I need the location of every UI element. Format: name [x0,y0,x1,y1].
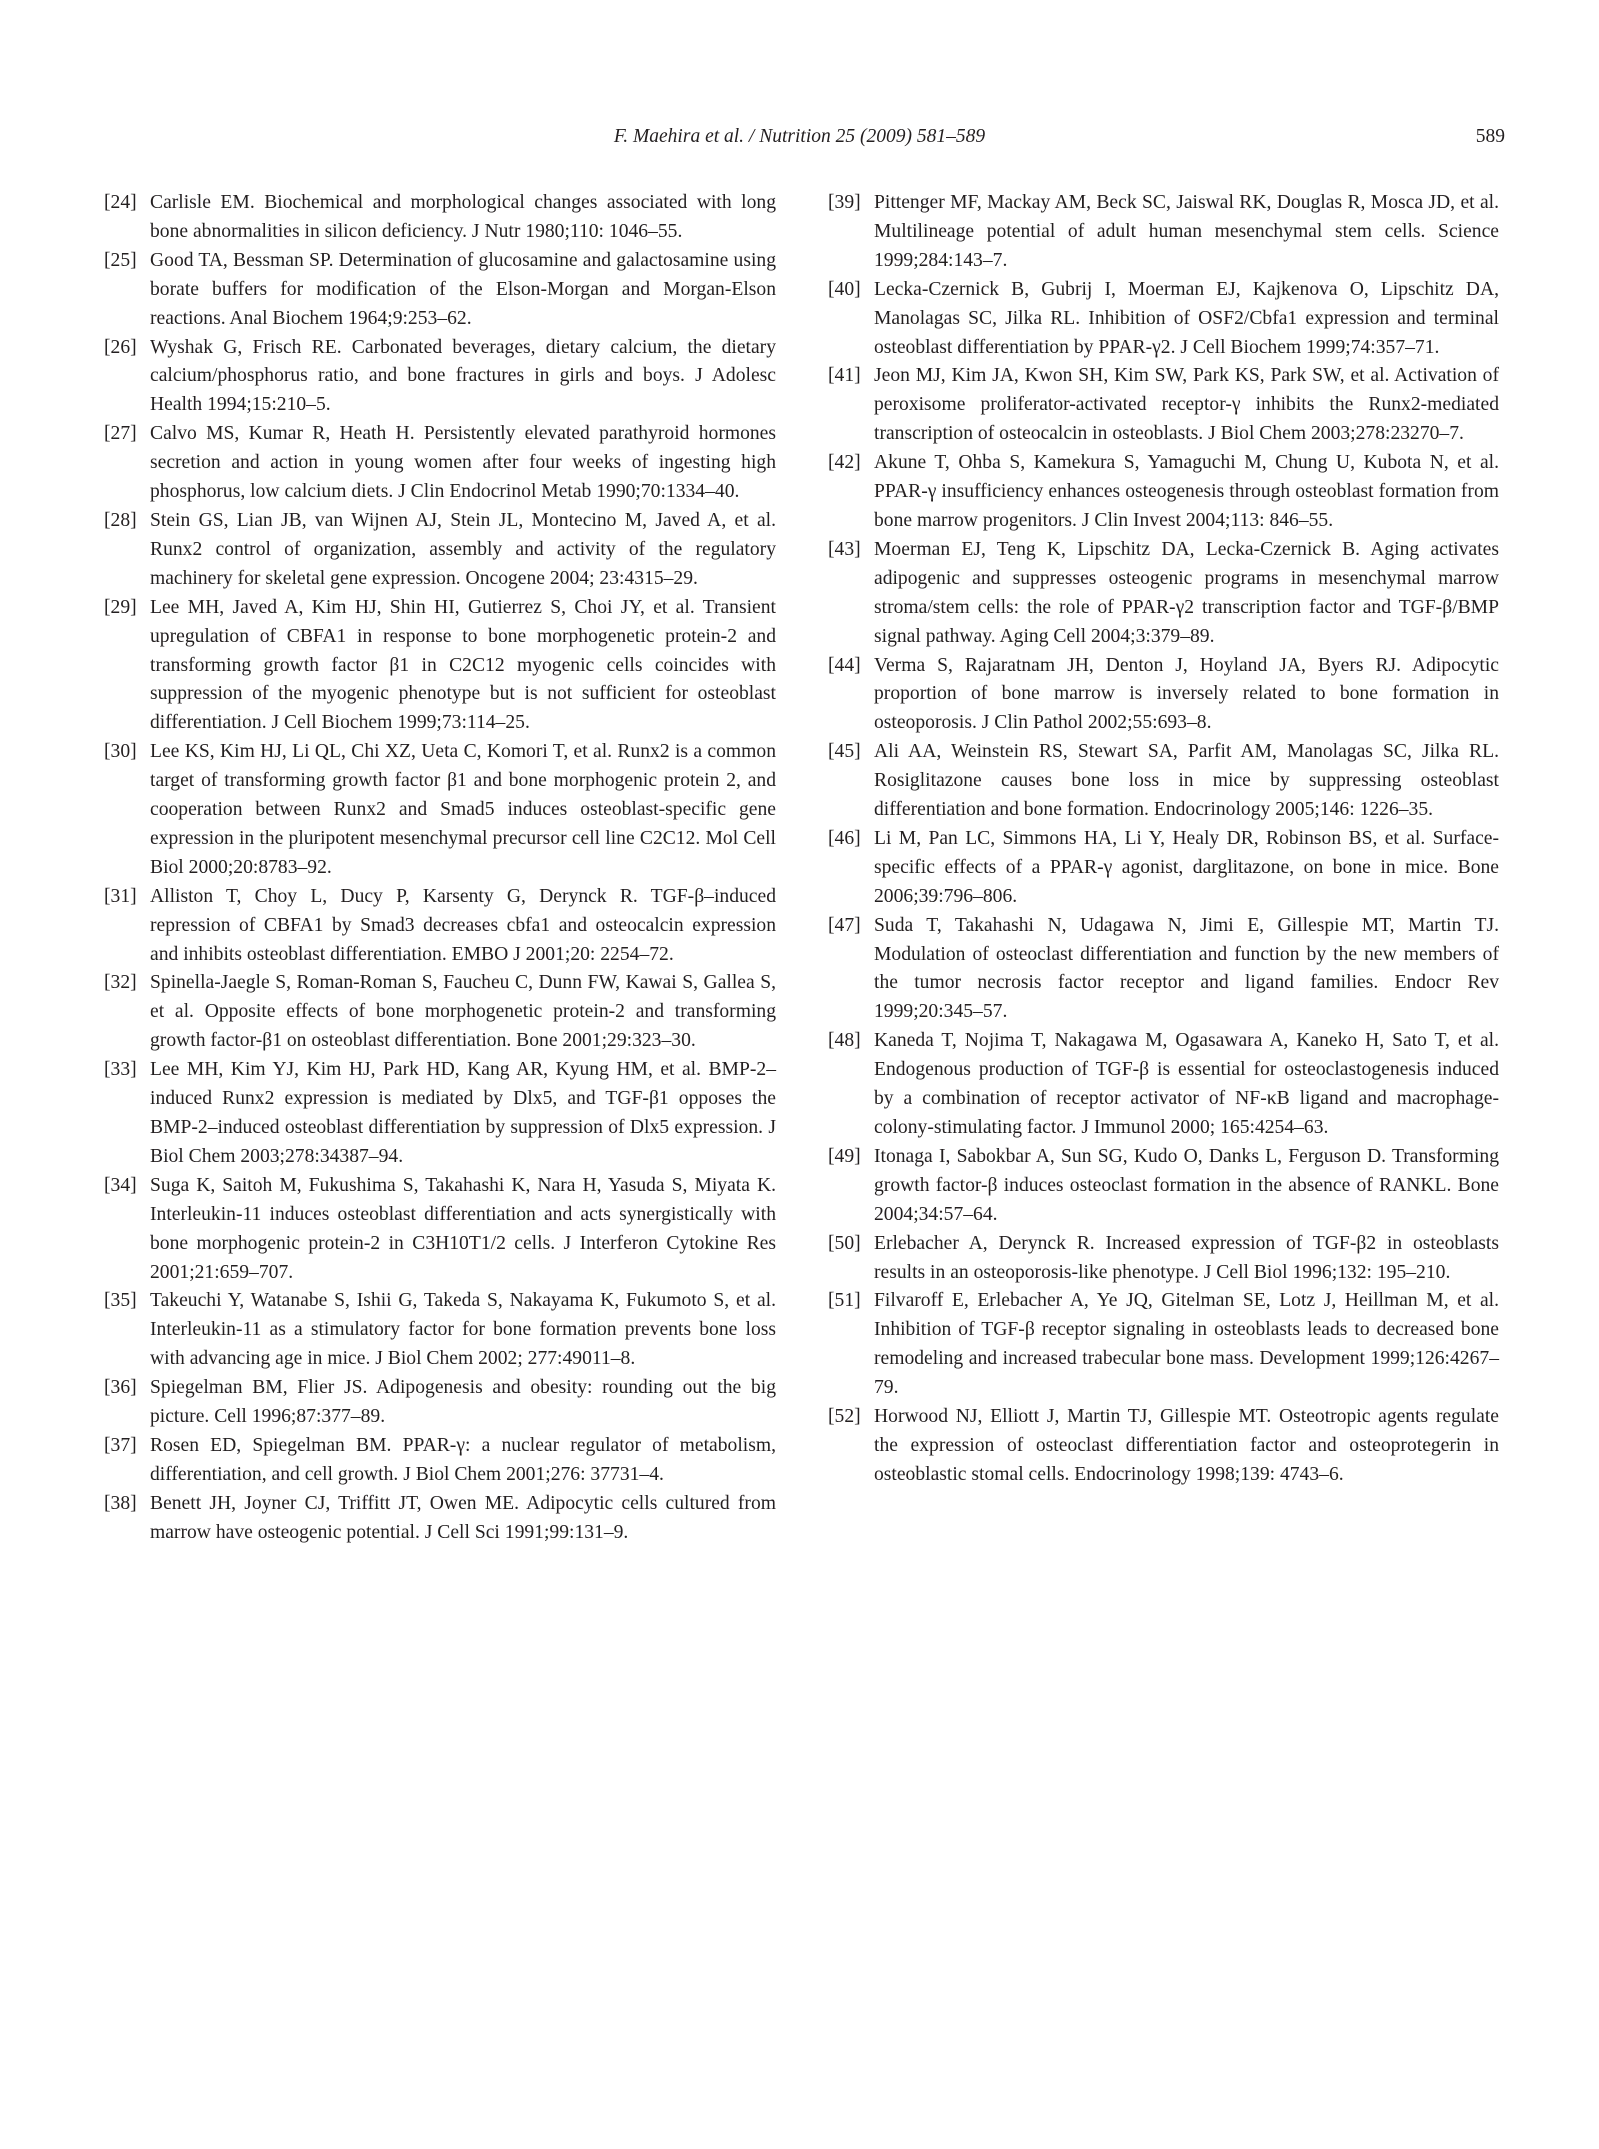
reference-text: Ali AA, Weinstein RS, Stewart SA, Parfit AM, Manolagas SC, Jilka RL. Rosiglitazone causes bone loss in mice by suppressing osteoblast differentiation and bone formation. Endocrinology 2005;146: 1226–35. [874,741,1499,821]
reference-number: [27] [104,423,137,445]
reference-text: Suda T, Takahashi N, Udagawa N, Jimi E, Gillespie MT, Martin TJ. Modulation of osteoclast differentiation and function by the new members of the tumor necrosis factor receptor and ligand families. Endocr Rev 1999;20:345–57. [874,914,1499,1023]
reference-item [104,1172,776,1288]
reference-item [828,449,1499,536]
reference-item [104,1287,776,1374]
reference-text: Moerman EJ, Teng K, Lipschitz DA, Lecka-Czernick B. Aging activates adipogenic and suppresses osteogenic programs in mesenchymal marrow stroma/stem cells: the role of PPAR-γ2 transcription factor and TGF-β/BMP signal pathway. Aging Cell 2004;3:379–89. [874,538,1499,647]
reference-number: [51] [828,1290,861,1312]
reference-number: [38] [104,1492,137,1514]
reference-text: Calvo MS, Kumar R, Heath H. Persistently elevated parathyroid hormones secretion and action in young women after four weeks of ingesting high phosphorus, low calcium diets. J Clin Endocrinol Metab 1990;70:1334–40. [150,423,776,503]
reference-number: [36] [104,1377,137,1399]
reference-number: [41] [828,365,861,387]
reference-number: [30] [104,741,137,763]
reference-item [828,825,1499,912]
reference-number: [31] [104,885,137,907]
reference-item [828,536,1499,652]
reference-text: Suga K, Saitoh M, Fukushima S, Takahashi K, Nara H, Yasuda S, Miyata K. Interleukin-11 induces osteoblast differentiation and acts synergistically with bone morphogenic protein-2 in C3H10T1/2 cells. J Interferon Cytokine Res 2001;21:659–707. [150,1174,776,1283]
reference-item [104,738,776,883]
reference-number: [46] [828,827,861,849]
reference-item [104,189,776,247]
reference-text: Carlisle EM. Biochemical and morphological changes associated with long bone abnormalities in silicon deficiency. J Nutr 1980;110: 1046–55. [150,192,776,242]
reference-number: [39] [828,192,861,213]
reference-number: [34] [104,1174,137,1196]
reference-item [104,1056,776,1172]
reference-text: Benett JH, Joyner CJ, Triffitt JT, Owen ME. Adipocytic cells cultured from marrow have osteogenic potential. J Cell Sci 1991;99:131–9. [150,1492,776,1543]
reference-item [104,1432,776,1490]
reference-number: [28] [104,509,137,531]
reference-item [104,1374,776,1432]
reference-item [104,420,776,507]
reference-item [104,507,776,594]
reference-text: Erlebacher A, Derynck R. Increased expression of TGF-β2 in osteoblasts results in an osteoporosis-like phenotype. J Cell Biol 1996;132: 195–210. [874,1232,1499,1283]
reference-text: Wyshak G, Frisch RE. Carbonated beverages, dietary calcium, the dietary calcium/phosphorus ratio, and bone fractures in girls and boys. J Adolesc Health 1994;15:210–5. [150,336,776,416]
reference-number: [40] [828,278,861,300]
reference-number: [43] [828,538,861,560]
reference-text: Spinella-Jaegle S, Roman-Roman S, Faucheu C, Dunn FW, Kawai S, Gallea S, et al. Opposite effects of bone morphogenetic protein-2 and transforming growth factor-β1 on osteoblast differentiation. Bone 2001;29:323–30. [150,972,776,1052]
reference-text: Kaneda T, Nojima T, Nakagawa M, Ogasawara A, Kaneko H, Sato T, et al. Endogenous production of TGF-β is essential for osteoclastogenesis induced by a combination of receptor activator of NF-κB ligand and macrophage-colony-stimulating factor. J Immunol 2000; 165:4254–63. [874,1030,1499,1138]
reference-item [828,1143,1499,1230]
reference-text: Lee MH, Javed A, Kim HJ, Shin HI, Gutierrez S, Choi JY, et al. Transient upregulation of CBFA1 in response to bone morphogenetic protein-2 and transforming growth factor β1 in C2C12 myogenic cells coincides with suppression of the myogenic phenotype but is not sufficient for osteoblast differentiation. J Cell Biochem 1999;73:114–25. [150,596,776,734]
references-right-column [828,189,1499,1490]
reference-item [104,1490,776,1548]
reference-text: Itonaga I, Sabokbar A, Sun SG, Kudo O, Danks L, Ferguson D. Transforming growth factor-β induces osteoclast formation in the absence of RANKL. Bone 2004;34:57–64. [874,1145,1499,1225]
reference-text: Spiegelman BM, Flier JS. Adipogenesis and obesity: rounding out the big picture. Cell 1996;87:377–89. [150,1377,776,1428]
reference-number: [26] [104,336,137,358]
reference-number: [50] [828,1232,861,1254]
reference-number: [35] [104,1290,137,1312]
reference-text: Lecka-Czernick B, Gubrij I, Moerman EJ, Kajkenova O, Lipschitz DA, Manolagas SC, Jilka RL. Inhibition of OSF2/Cbfa1 expression and terminal osteoblast differentiation by PPAR-γ2. J Cell Biochem 1999;74:357–71. [874,278,1499,358]
reference-number: [24] [104,192,137,213]
reference-text: Horwood NJ, Elliott J, Martin TJ, Gillespie MT. Osteotropic agents regulate the expression of osteoclast differentiation factor and osteoprotegerin in osteoblastic stomal cells. Endocrinology 1998;139: 4743–6. [874,1406,1499,1485]
reference-item [104,969,776,1056]
reference-number: [37] [104,1434,137,1456]
reference-number: [33] [104,1059,137,1081]
reference-item [828,362,1499,449]
reference-item [828,738,1499,825]
reference-number: [29] [104,596,137,618]
reference-number: [52] [828,1406,861,1428]
reference-text: Alliston T, Choy L, Ducy P, Karsenty G, Derynck R. TGF-β–induced repression of CBFA1 by Smad3 decreases cbfa1 and osteocalcin expression and inhibits osteoblast differentiation. EMBO J 2001;20: 2254–72. [150,885,776,965]
reference-text: Stein GS, Lian JB, van Wijnen AJ, Stein JL, Montecino M, Javed A, et al. Runx2 control of organization, assembly and activity of the regulatory machinery for skeletal gene expression. Oncogene 2004; 23:4315–29. [150,509,776,589]
page-number: 589 [1475,126,1505,147]
reference-item [828,912,1499,1028]
reference-number: [42] [828,452,861,474]
reference-text: Takeuchi Y, Watanabe S, Ishii G, Takeda S, Nakayama K, Fukumoto S, et al. Interleukin-11 as a stimulatory factor for bone formation prevents bone loss with advancing age in mice. J Biol Chem 2002; 277:49011–8. [150,1290,776,1370]
reference-item [104,334,776,421]
reference-text: Filvaroff E, Erlebacher A, Ye JQ, Gitelman SE, Lotz J, Heillman M, et al. Inhibition of TGF-β receptor signaling in osteoblasts leads to decreased bone remodeling and increased trabecular bone mass. Development 1999;126:4267–79. [874,1290,1499,1399]
reference-number: [49] [828,1145,861,1167]
references-left-column [104,189,776,1548]
reference-text: Lee MH, Kim YJ, Kim HJ, Park HD, Kang AR, Kyung HM, et al. BMP-2–induced Runx2 expression is mediated by Dlx5, and TGF-β1 opposes the BMP-2–induced osteoblast differentiation by suppression of Dlx5 expression. J Biol Chem 2003;278:34387–94. [150,1059,776,1167]
reference-number: [44] [828,654,861,676]
reference-text: Good TA, Bessman SP. Determination of glucosamine and galactosamine using borate buffers for modification of the Elson-Morgan and Morgan-Elson reactions. Anal Biochem 1964;9:253–62. [150,249,776,329]
reference-item [828,1287,1499,1403]
reference-text: Lee KS, Kim HJ, Li QL, Chi XZ, Ueta C, Komori T, et al. Runx2 is a common target of transforming growth factor β1 and bone morphogenic protein 2, and cooperation between Runx2 and Smad5 induces osteoblast-specific gene expression in the pluripotent mesenchymal precursor cell line C2C12. Mol Cell Biol 2000;20:8783–92. [150,741,776,878]
reference-number: [47] [828,914,861,936]
reference-text: Pittenger MF, Mackay AM, Beck SC, Jaiswal RK, Douglas R, Mosca JD, et al. Multilineage potential of adult human mesenchymal stem cells. Science 1999;284:143–7. [874,192,1499,271]
reference-item [828,276,1499,363]
reference-item [828,1027,1499,1143]
reference-item [104,594,776,739]
reference-item [828,1403,1499,1490]
reference-number: [25] [104,249,137,271]
reference-text: Rosen ED, Spiegelman BM. PPAR-γ: a nuclear regulator of metabolism, differentiation, and cell growth. J Biol Chem 2001;276: 37731–4. [150,1434,776,1485]
reference-text: Verma S, Rajaratnam JH, Denton J, Hoyland JA, Byers RJ. Adipocytic proportion of bone marrow is inversely related to bone formation in osteoporosis. J Clin Pathol 2002;55:693–8. [874,654,1499,734]
reference-text: Akune T, Ohba S, Kamekura S, Yamaguchi M, Chung U, Kubota N, et al. PPAR-γ insufficiency enhances osteogenesis through osteoblast formation from bone marrow progenitors. J Clin Invest 2004;113: 846–55. [874,452,1499,531]
running-title: F. Maehira et al. / Nutrition 25 (2009) 581–589 [613,126,986,147]
reference-number: [48] [828,1030,861,1052]
reference-number: [32] [104,972,137,994]
reference-number: [45] [828,741,861,763]
reference-text: Jeon MJ, Kim JA, Kwon SH, Kim SW, Park KS, Park SW, et al. Activation of peroxisome proliferator-activated receptor-γ inhibits the Runx2-mediated transcription of osteocalcin in osteoblasts. J Biol Chem 2003;278:23270–7. [874,365,1499,445]
reference-item [828,652,1499,739]
reference-text: Li M, Pan LC, Simmons HA, Li Y, Healy DR, Robinson BS, et al. Surface-specific effects of a PPAR-γ agonist, darglitazone, on bone in mice. Bone 2006;39:796–806. [874,827,1499,907]
running-header [0,124,1599,154]
reference-item [828,1230,1499,1288]
reference-item [828,189,1499,276]
reference-item [104,883,776,970]
reference-item [104,247,776,334]
